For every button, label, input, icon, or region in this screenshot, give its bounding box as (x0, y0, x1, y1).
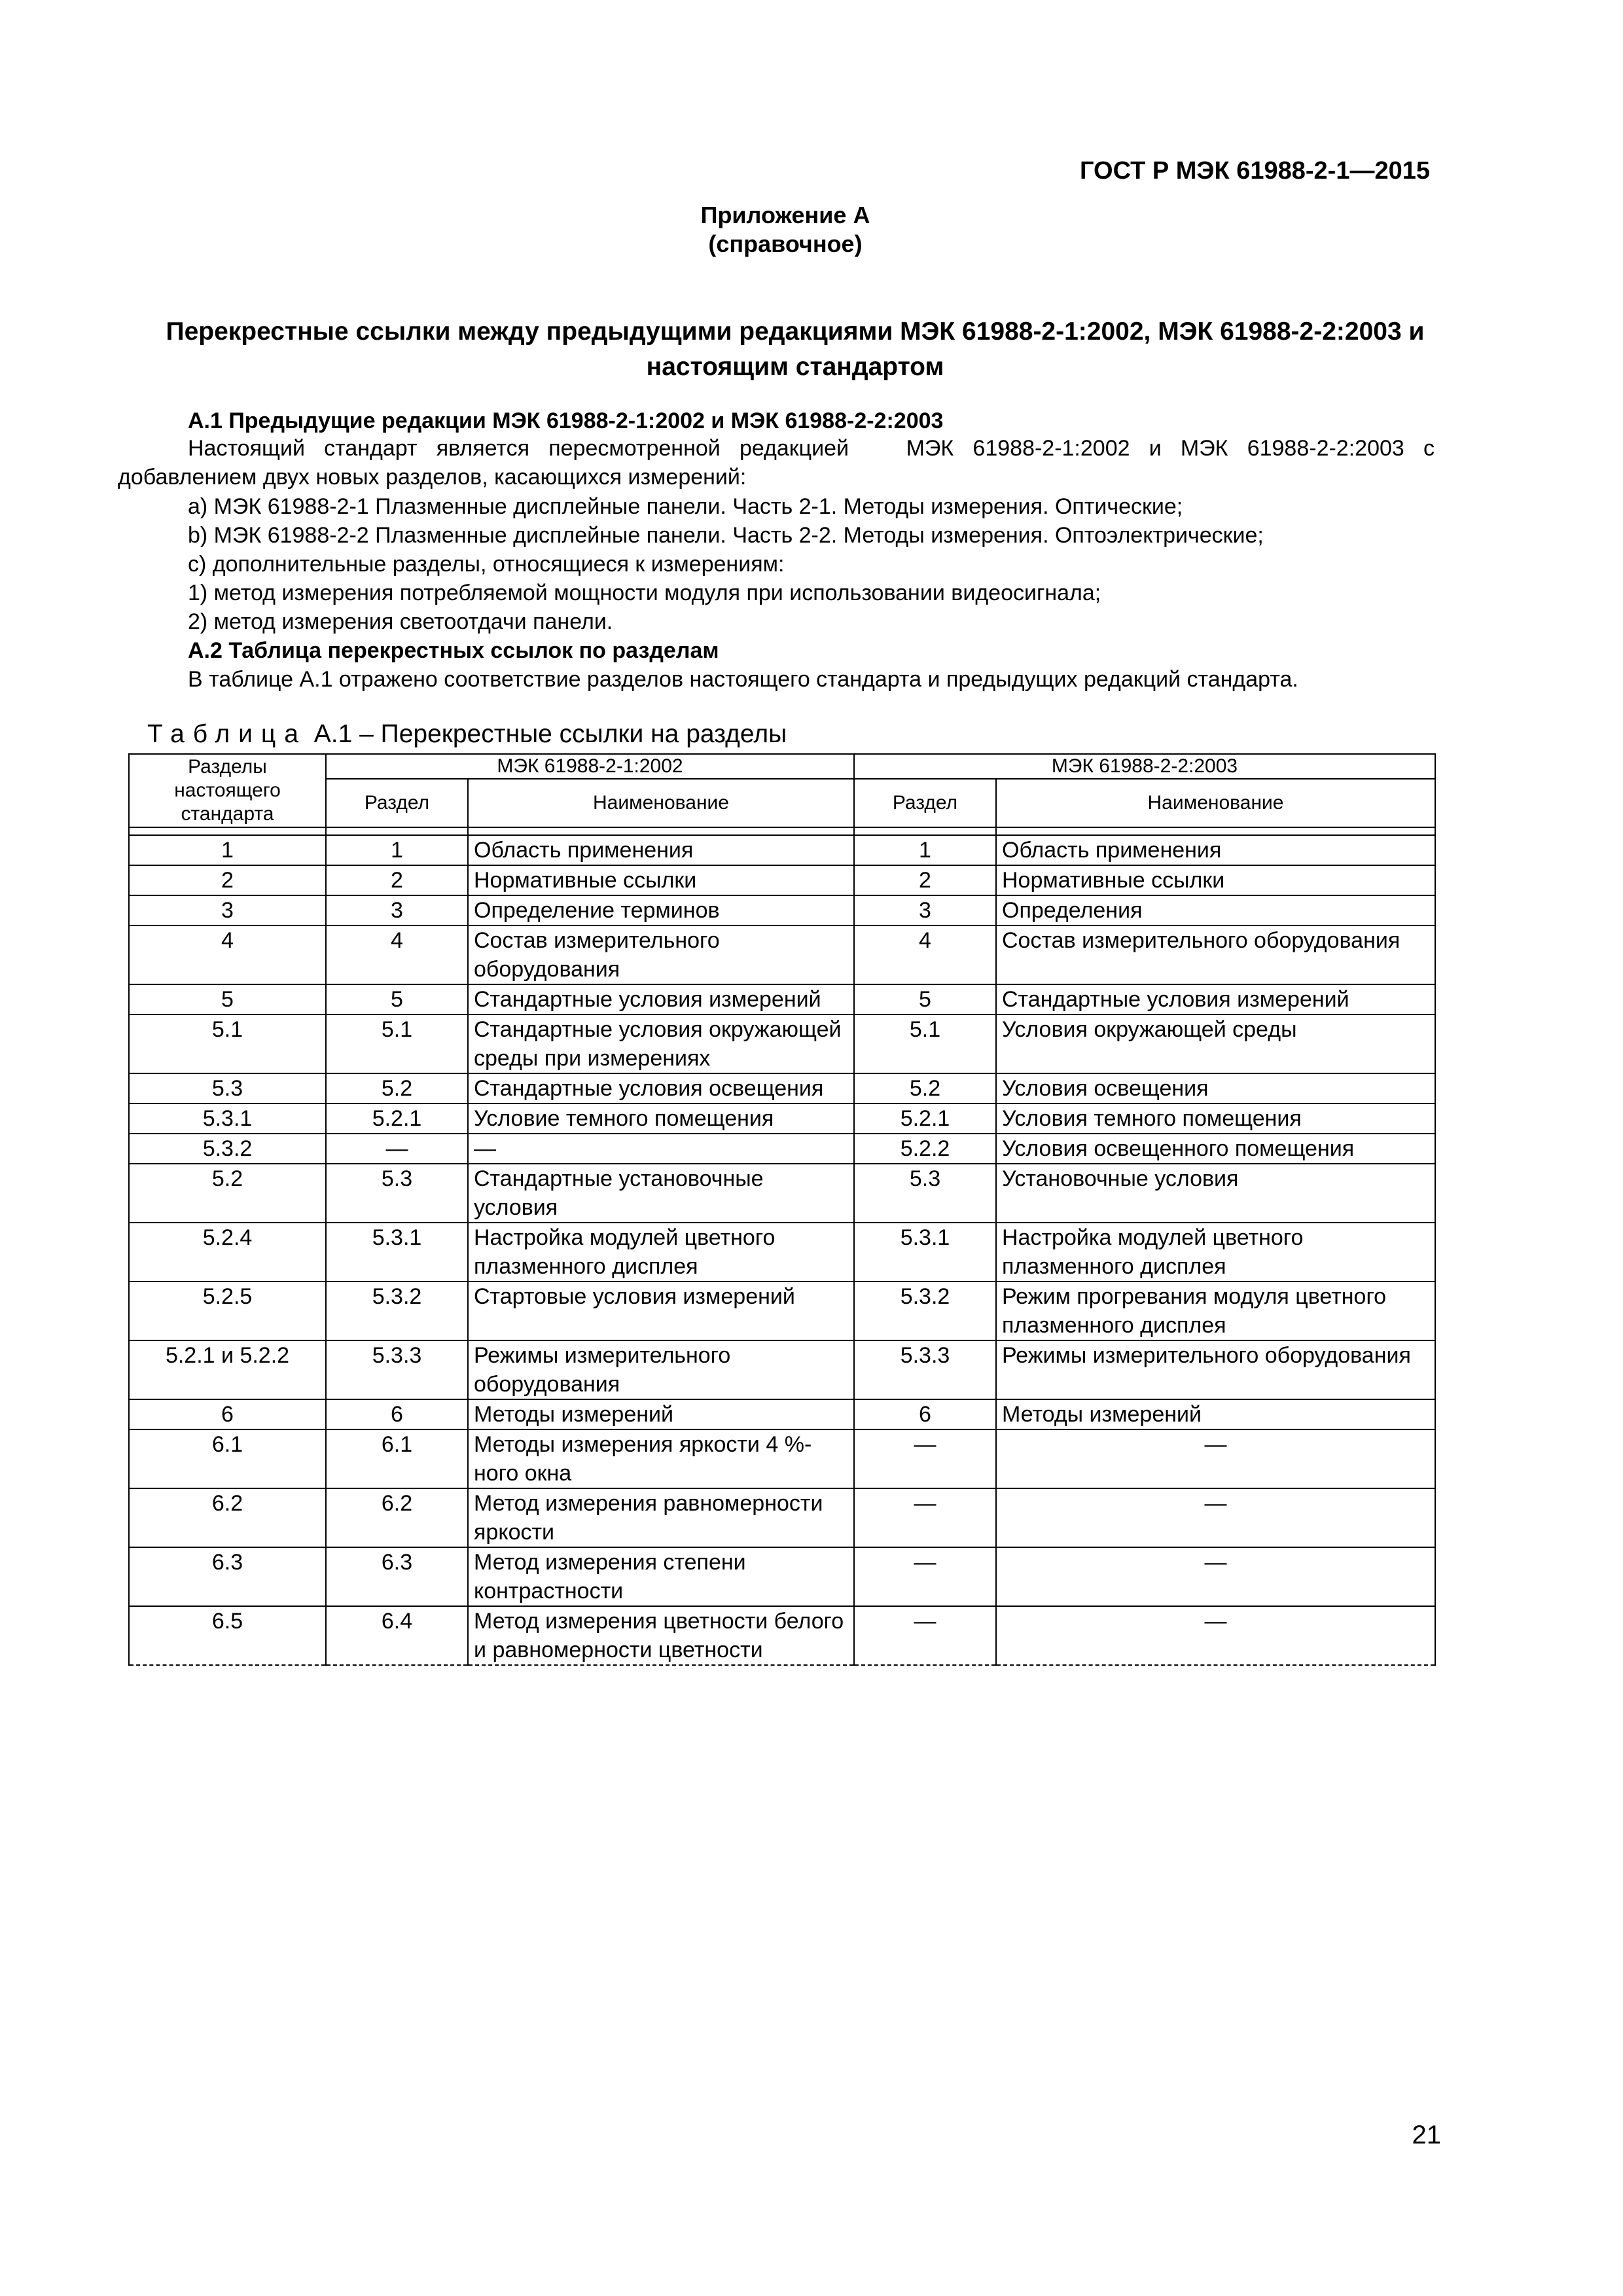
iec1-name-cell: Определение терминов (468, 895, 854, 925)
current-section-cell: 5 (129, 984, 326, 1014)
current-section-cell: 3 (129, 895, 326, 925)
iec1-section-cell: 5.1 (326, 1014, 468, 1073)
table-row (129, 1547, 1435, 1606)
table-row (129, 1488, 1435, 1547)
iec1-section-cell: 6.1 (326, 1429, 468, 1488)
document-code: ГОСТ Р МЭК 61988-2-1—2015 (1080, 157, 1430, 185)
iec1-name-cell: Стандартные установочные условия (468, 1164, 854, 1223)
current-section-cell: 6 (129, 1399, 326, 1429)
iec1-name-cell: — (468, 1134, 854, 1164)
iec1-section-cell: 5.3.1 (326, 1223, 468, 1282)
iec2-section-cell: 5 (854, 984, 996, 1014)
iec2-name-cell: Условия темного помещения (996, 1103, 1435, 1134)
page-title: Перекрестные ссылки между предыдущими редакциями МЭК 61988-2-1:2002, МЭК 61988-2-2:2003 и настоящим стандартом (166, 317, 1425, 381)
page-number: 21 (1412, 2121, 1441, 2149)
iec1-name-cell: Методы измерений (468, 1399, 854, 1429)
iec2-name-cell: — (996, 1547, 1435, 1606)
table-row (129, 1164, 1435, 1223)
iec2-name-cell: — (996, 1429, 1435, 1488)
iec2-section-cell: — (854, 1606, 996, 1665)
table-row (129, 1223, 1435, 1282)
iec2-section-cell: 2 (854, 865, 996, 895)
table-row (129, 1134, 1435, 1164)
cross-reference-table (128, 753, 1436, 1666)
iec2-section-cell: 5.3.1 (854, 1223, 996, 1282)
table-caption-label: Таблица (147, 720, 307, 748)
iec2-section-cell: 5.3 (854, 1164, 996, 1223)
table-row (129, 865, 1435, 895)
table-row (129, 1340, 1435, 1399)
table-row (129, 1282, 1435, 1340)
current-section-cell: 5.2 (129, 1164, 326, 1223)
iec1-name-cell: Стандартные условия окружающей среды при измерениях (468, 1014, 854, 1073)
iec2-name-cell: Методы измерений (996, 1399, 1435, 1429)
appendix-title: Приложение А (700, 202, 870, 228)
iec1-section-cell: 6 (326, 1399, 468, 1429)
iec2-section-cell: — (854, 1547, 996, 1606)
table-row (129, 984, 1435, 1014)
iec1-name-cell: Метод измерения равномерности яркости (468, 1488, 854, 1547)
iec1-name-cell: Метод измерения степени контрастности (468, 1547, 854, 1606)
section-a1-item-a: a) МЭК 61988-2-1 Плазменные дисплейные панели. Часть 2-1. Методы измерения. Оптические; (188, 494, 1183, 519)
table-row (129, 1606, 1435, 1665)
current-section-cell: 5.1 (129, 1014, 326, 1073)
table-row (129, 925, 1435, 984)
table-header (129, 754, 1435, 827)
table-body (129, 827, 1435, 1665)
table-caption-text: А.1 – Перекрестные ссылки на разделы (313, 720, 787, 748)
iec2-name-cell: Условия окружающей среды (996, 1014, 1435, 1073)
table-row (129, 1399, 1435, 1429)
table-row (129, 1073, 1435, 1103)
section-a1-intro-line1: Настоящий стандарт является пересмотренной редакцией МЭК 61988-2-1:2002 и МЭК 61988-2-2:2003 с (188, 436, 1435, 461)
iec1-name-cell: Метод измерения цветности белого и равномерности цветности (468, 1606, 854, 1665)
header-name-2: Наименование (996, 779, 1435, 827)
header-group-iec-61988-2-1: МЭК 61988-2-1:2002 (326, 754, 854, 779)
current-section-cell: 6.3 (129, 1547, 326, 1606)
iec1-section-cell: 5.2.1 (326, 1103, 468, 1134)
iec2-section-cell: 5.2.2 (854, 1134, 996, 1164)
section-a1-item-c: c) дополнительные разделы, относящиеся к измерениям: (188, 552, 785, 577)
iec2-section-cell: 6 (854, 1399, 996, 1429)
section-a2-text: В таблице А.1 отражено соответствие разделов настоящего стандарта и предыдущих редакций стандарта. (188, 667, 1298, 692)
iec1-section-cell: 5.3.3 (326, 1340, 468, 1399)
iec2-section-cell: — (854, 1488, 996, 1547)
iec2-name-cell: Режимы измерительного оборудования (996, 1340, 1435, 1399)
iec1-section-cell: 6.3 (326, 1547, 468, 1606)
iec1-section-cell: 2 (326, 865, 468, 895)
current-section-cell: 6.2 (129, 1488, 326, 1547)
appendix-subtitle: (справочное) (708, 230, 863, 257)
iec2-section-cell: 5.2 (854, 1073, 996, 1103)
iec2-name-cell: Настройка модулей цветного плазменного дисплея (996, 1223, 1435, 1282)
current-section-cell: 1 (129, 835, 326, 865)
iec2-section-cell: 5.3.2 (854, 1282, 996, 1340)
iec2-section-cell: 4 (854, 925, 996, 984)
iec2-name-cell: — (996, 1606, 1435, 1665)
section-a1-item-b: b) МЭК 61988-2-2 Плазменные дисплейные панели. Часть 2-2. Методы измерения. Оптоэлектрические; (188, 523, 1264, 548)
iec1-name-cell: Стандартные условия измерений (468, 984, 854, 1014)
iec2-name-cell: Условия освещенного помещения (996, 1134, 1435, 1164)
iec2-name-cell: Стандартные условия измерений (996, 984, 1435, 1014)
iec1-name-cell: Условие темного помещения (468, 1103, 854, 1134)
iec1-name-cell: Режимы измерительного оборудования (468, 1340, 854, 1399)
iec2-name-cell: Область применения (996, 835, 1435, 865)
iec1-section-cell: 1 (326, 835, 468, 865)
table-caption (147, 720, 787, 749)
current-section-cell: 5.2.4 (129, 1223, 326, 1282)
header-name-1: Наименование (468, 779, 854, 827)
section-a1-item-c1: 1) метод измерения потребляемой мощности модуля при использовании видеосигнала; (188, 581, 1101, 605)
header-separator (129, 827, 1435, 835)
iec2-name-cell: Нормативные ссылки (996, 865, 1435, 895)
iec1-section-cell: — (326, 1134, 468, 1164)
table-row (129, 1103, 1435, 1134)
iec2-section-cell: — (854, 1429, 996, 1488)
iec2-section-cell: 1 (854, 835, 996, 865)
iec1-name-cell: Стартовые условия измерений (468, 1282, 854, 1340)
iec1-section-cell: 4 (326, 925, 468, 984)
current-section-cell: 6.1 (129, 1429, 326, 1488)
iec2-name-cell: — (996, 1488, 1435, 1547)
table-row (129, 1014, 1435, 1073)
table-row (129, 1429, 1435, 1488)
table-row (129, 895, 1435, 925)
current-section-cell: 5.3.2 (129, 1134, 326, 1164)
header-section-1: Раздел (326, 779, 468, 827)
iec1-name-cell: Методы измерения яркости 4 %-ного окна (468, 1429, 854, 1488)
iec1-name-cell: Настройка модулей цветного плазменного дисплея (468, 1223, 854, 1282)
iec1-name-cell: Нормативные ссылки (468, 865, 854, 895)
iec1-name-cell: Состав измерительного оборудования (468, 925, 854, 984)
current-section-cell: 5.2.1 и 5.2.2 (129, 1340, 326, 1399)
section-a1-heading: А.1 Предыдущие редакции МЭК 61988-2-1:2002 и МЭК 61988-2-2:2003 (188, 408, 944, 433)
iec1-section-cell: 5.3 (326, 1164, 468, 1223)
iec2-section-cell: 5.3.3 (854, 1340, 996, 1399)
iec1-section-cell: 6.2 (326, 1488, 468, 1547)
iec1-name-cell: Область применения (468, 835, 854, 865)
table-row (129, 835, 1435, 865)
current-section-cell: 2 (129, 865, 326, 895)
iec2-name-cell: Определения (996, 895, 1435, 925)
iec2-section-cell: 5.1 (854, 1014, 996, 1073)
iec2-section-cell: 3 (854, 895, 996, 925)
section-a1-item-c2: 2) метод измерения светоотдачи панели. (188, 609, 613, 634)
header-section-2: Раздел (854, 779, 996, 827)
iec1-section-cell: 3 (326, 895, 468, 925)
current-section-cell: 6.5 (129, 1606, 326, 1665)
iec1-section-cell: 6.4 (326, 1606, 468, 1665)
iec2-name-cell: Условия освещения (996, 1073, 1435, 1103)
iec1-section-cell: 5 (326, 984, 468, 1014)
iec2-name-cell: Установочные условия (996, 1164, 1435, 1223)
iec1-section-cell: 5.2 (326, 1073, 468, 1103)
iec1-section-cell: 5.3.2 (326, 1282, 468, 1340)
iec2-name-cell: Состав измерительного оборудования (996, 925, 1435, 984)
header-current-sections: Разделы настоящего стандарта (129, 754, 326, 827)
current-section-cell: 4 (129, 925, 326, 984)
current-section-cell: 5.3.1 (129, 1103, 326, 1134)
section-a1-intro-line2: добавлением двух новых разделов, касающихся измерений: (118, 465, 747, 490)
section-a2-heading: А.2 Таблица перекрестных ссылок по разделам (188, 638, 719, 663)
iec1-name-cell: Стандартные условия освещения (468, 1073, 854, 1103)
current-section-cell: 5.3 (129, 1073, 326, 1103)
iec2-section-cell: 5.2.1 (854, 1103, 996, 1134)
header-group-iec-61988-2-2: МЭК 61988-2-2:2003 (854, 754, 1435, 779)
iec2-name-cell: Режим прогревания модуля цветного плазменного дисплея (996, 1282, 1435, 1340)
current-section-cell: 5.2.5 (129, 1282, 326, 1340)
